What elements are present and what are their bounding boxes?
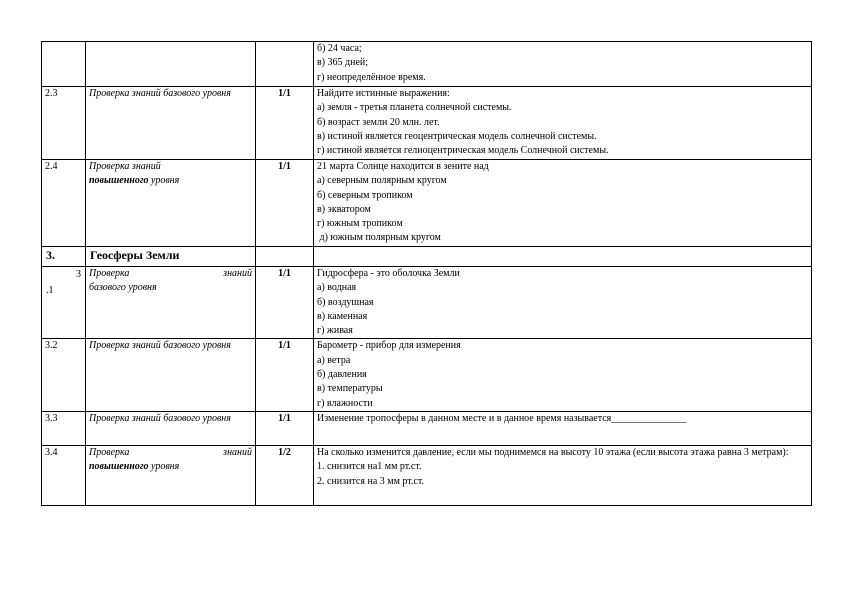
answer-option: в) 365 дней;	[317, 57, 369, 69]
row-number	[42, 267, 86, 339]
topic-word: знаний	[223, 268, 252, 279]
question-text: 21 марта Солнце находится в зените над	[317, 161, 489, 172]
empty-cell	[256, 247, 314, 267]
row-topic	[86, 267, 256, 339]
answer-option: б) возраст земли 20 млн. лет.	[317, 116, 440, 128]
question-cell	[314, 267, 812, 339]
topic-word: Проверка	[89, 446, 130, 458]
section-number: 3.	[42, 247, 86, 267]
row-number: 2.4	[42, 160, 86, 247]
table-row	[42, 42, 812, 87]
question-cell	[314, 445, 812, 505]
answer-option: 2. снизится на 3 мм рт.ст.	[317, 475, 424, 487]
question-cell	[314, 87, 812, 160]
topic-text: уровня	[151, 461, 180, 473]
row-score: 1/1	[256, 411, 314, 445]
row-topic: Проверка знаний базового уровня	[86, 87, 256, 160]
answer-option: г) неопределённое время.	[317, 71, 426, 83]
answer-option: г) южным тропиком	[317, 218, 403, 230]
row-number: 3.3	[42, 411, 86, 445]
row-topic	[86, 42, 256, 87]
question-cell	[314, 339, 812, 411]
question-text: Гидросфера - это оболочка Земли	[317, 268, 460, 279]
answer-option: в) каменная	[317, 310, 368, 322]
topic-line: базового уровня	[89, 282, 157, 294]
row-topic	[86, 445, 256, 505]
answer-option: г) истиной является гелиоцентрическая модель Солнечной системы.	[317, 145, 609, 157]
answer-option: г) влажности	[317, 397, 373, 409]
row-score: 1/1	[256, 87, 314, 160]
table-row	[42, 160, 812, 247]
table-row	[42, 411, 812, 445]
answer-option: а) земля - третья планета солнечной системы.	[317, 102, 512, 114]
answer-option: а) ветра	[317, 354, 351, 366]
row-number	[42, 42, 86, 87]
question-cell	[314, 42, 812, 87]
answer-option: б) 24 часа;	[317, 43, 362, 54]
answer-option: г) живая	[317, 325, 353, 337]
row-number: 3.4	[42, 445, 86, 505]
question-text: Барометр - прибор для измерения	[317, 340, 461, 352]
topic-line	[89, 460, 252, 474]
answer-option: в) экватором	[317, 203, 371, 215]
row-number: 2.3	[42, 87, 86, 160]
table-row	[42, 87, 812, 160]
answer-option: б) северным тропиком	[317, 189, 413, 201]
topic-emphasis: повышенного	[89, 461, 149, 473]
row-number-top: 3	[76, 269, 81, 280]
row-topic	[86, 160, 256, 247]
answer-option: в) температуры	[317, 383, 383, 395]
question-text: На сколько изменится давление, если мы поднимемся на высоту 10 этажа (если высота этажа равна 3 метрам):	[317, 446, 789, 458]
question-cell	[314, 411, 812, 445]
row-score: 1/2	[256, 445, 314, 505]
answer-option: в) истиной является геоцентрическая модель солнечной системы.	[317, 130, 597, 142]
row-score	[256, 42, 314, 87]
answer-option: а) водная	[317, 282, 357, 294]
topic-line	[89, 267, 252, 281]
row-number-bottom: .1	[46, 285, 54, 296]
answer-option: д) южным полярным кругом	[317, 232, 441, 244]
answer-option: б) давления	[317, 369, 367, 381]
empty-cell	[314, 247, 812, 267]
answer-option: 1. снизится на1 мм рт.ст.	[317, 461, 422, 473]
row-score: 1/1	[256, 267, 314, 339]
table-row	[42, 445, 812, 505]
row-score: 1/1	[256, 160, 314, 247]
topic-emphasis: повышенного	[89, 175, 149, 187]
question-text: Изменение тропосферы в данном месте и в данное время называется_______________	[317, 412, 687, 424]
table-row	[42, 339, 812, 411]
section-row	[42, 247, 812, 267]
topic-text: Проверка знаний	[89, 161, 161, 172]
answer-option: б) воздушная	[317, 296, 374, 308]
assessment-table	[41, 41, 812, 506]
topic-word: знаний	[223, 446, 252, 458]
topic-line	[89, 446, 252, 460]
answer-option: а) северным полярным кругом	[317, 175, 447, 187]
row-number: 3.2	[42, 339, 86, 411]
row-topic: Проверка знаний базового уровня	[86, 411, 256, 445]
table-row	[42, 267, 812, 339]
topic-text: уровня	[151, 175, 180, 187]
question-text: Найдите истинные выражения:	[317, 88, 450, 99]
topic-word: Проверка	[89, 268, 130, 279]
question-cell	[314, 160, 812, 247]
row-topic: Проверка знаний базового уровня	[86, 339, 256, 411]
section-title: Геосферы Земли	[86, 247, 256, 267]
row-score: 1/1	[256, 339, 314, 411]
